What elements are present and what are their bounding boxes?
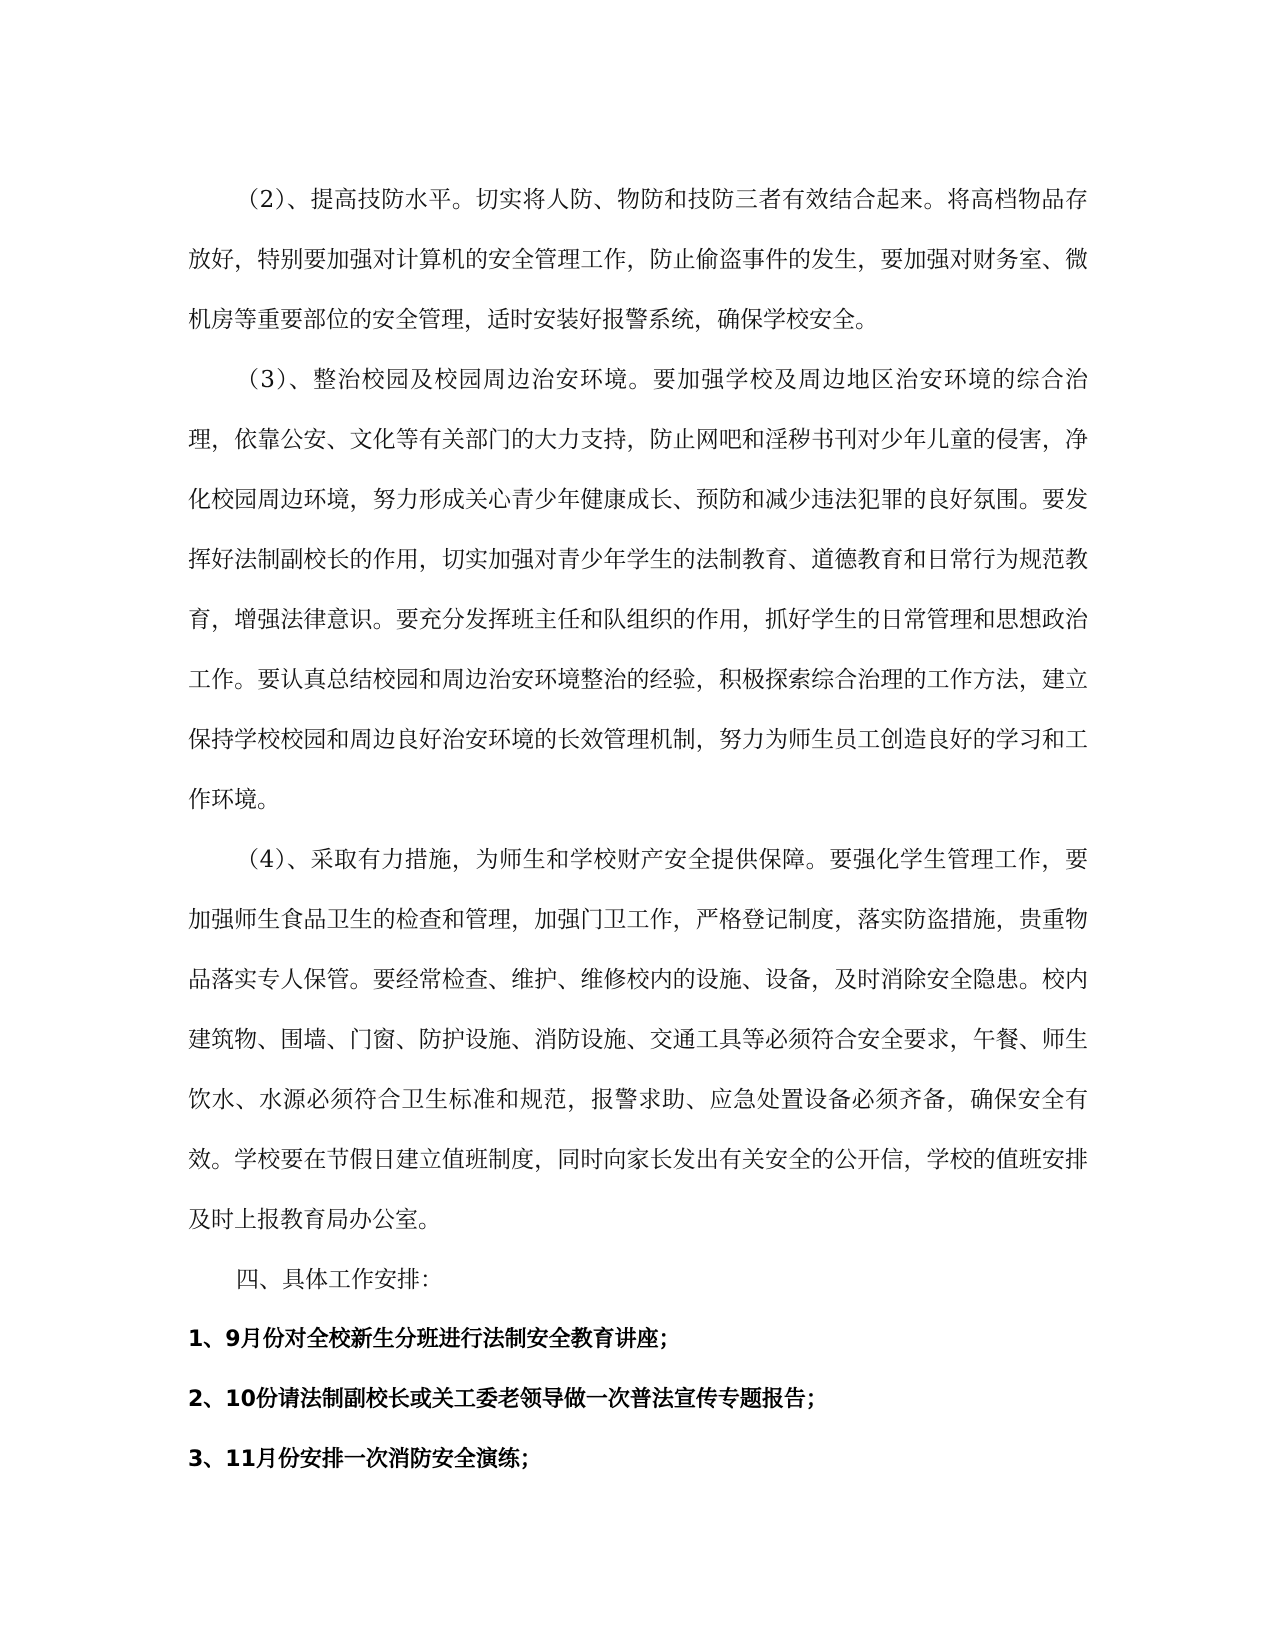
paragraph-campus-environment: （3）、整治校园及校园周边治安环境。要加强学校及周边地区治安环境的综合治理，依靠公安、文化等有关部门的大力支持，防止网吧和淫秽书刊对少年儿童的侵害，净化校园周边环境，努力形成关心青少年健康成长、预防和减少违法犯罪的良好氛围。要发挥好法制副校长的作用，切实加强对青少年学生的法制教育、道德教育和日常行为规范教育，增强法律意识。要充分发挥班主任和队组织的作用，抓好学生的日常管理和思想政治工作。要认真总结校园和周边治安环境整治的经验，积极探索综合治理的工作方法，建立保持学校校园和周边良好治安环境的长效管理机制，努力为师生员工创造良好的学习和工作环境。 (188, 367, 1088, 813)
list-item: 2、10份请法制副校长或关工委老领导做一次普法宣传专题报告； (188, 1387, 828, 1412)
list-item: 3、11月份安排一次消防安全演练； (188, 1447, 542, 1472)
paragraph-safety-measures: （4）、采取有力措施，为师生和学校财产安全提供保障。要强化学生管理工作，要加强师生食品卫生的检查和管理，加强门卫工作，严格登记制度，落实防盗措施，贵重物品落实专人保管。要经常检查、维护、维修校内的设施、设备，及时消除安全隐患。校内建筑物、围墙、门窗、防护设施、消防设施、交通工具等必须符合安全要求，午餐、师生饮水、水源必须符合卫生标准和规范，报警求助、应急处置设备必须齐备，确保安全有效。学校要在节假日建立值班制度，同时向家长发出有关安全的公开信，学校的值班安排及时上报教育局办公室。 (188, 847, 1088, 1233)
paragraph-tech-defense: （2）、提高技防水平。切实将人防、物防和技防三者有效结合起来。将高档物品存放好，特别要加强对计算机的安全管理工作，防止偷盗事件的发生，要加强对财务室、微机房等重要部位的安全管理，适时安装好报警系统，确保学校安全。 (188, 187, 1088, 333)
section-heading-work-plan: 四、具体工作安排： (236, 1267, 443, 1293)
document-body (188, 170, 1088, 1490)
list-item: 1、9月份对全校新生分班进行法制安全教育讲座； (188, 1327, 681, 1352)
